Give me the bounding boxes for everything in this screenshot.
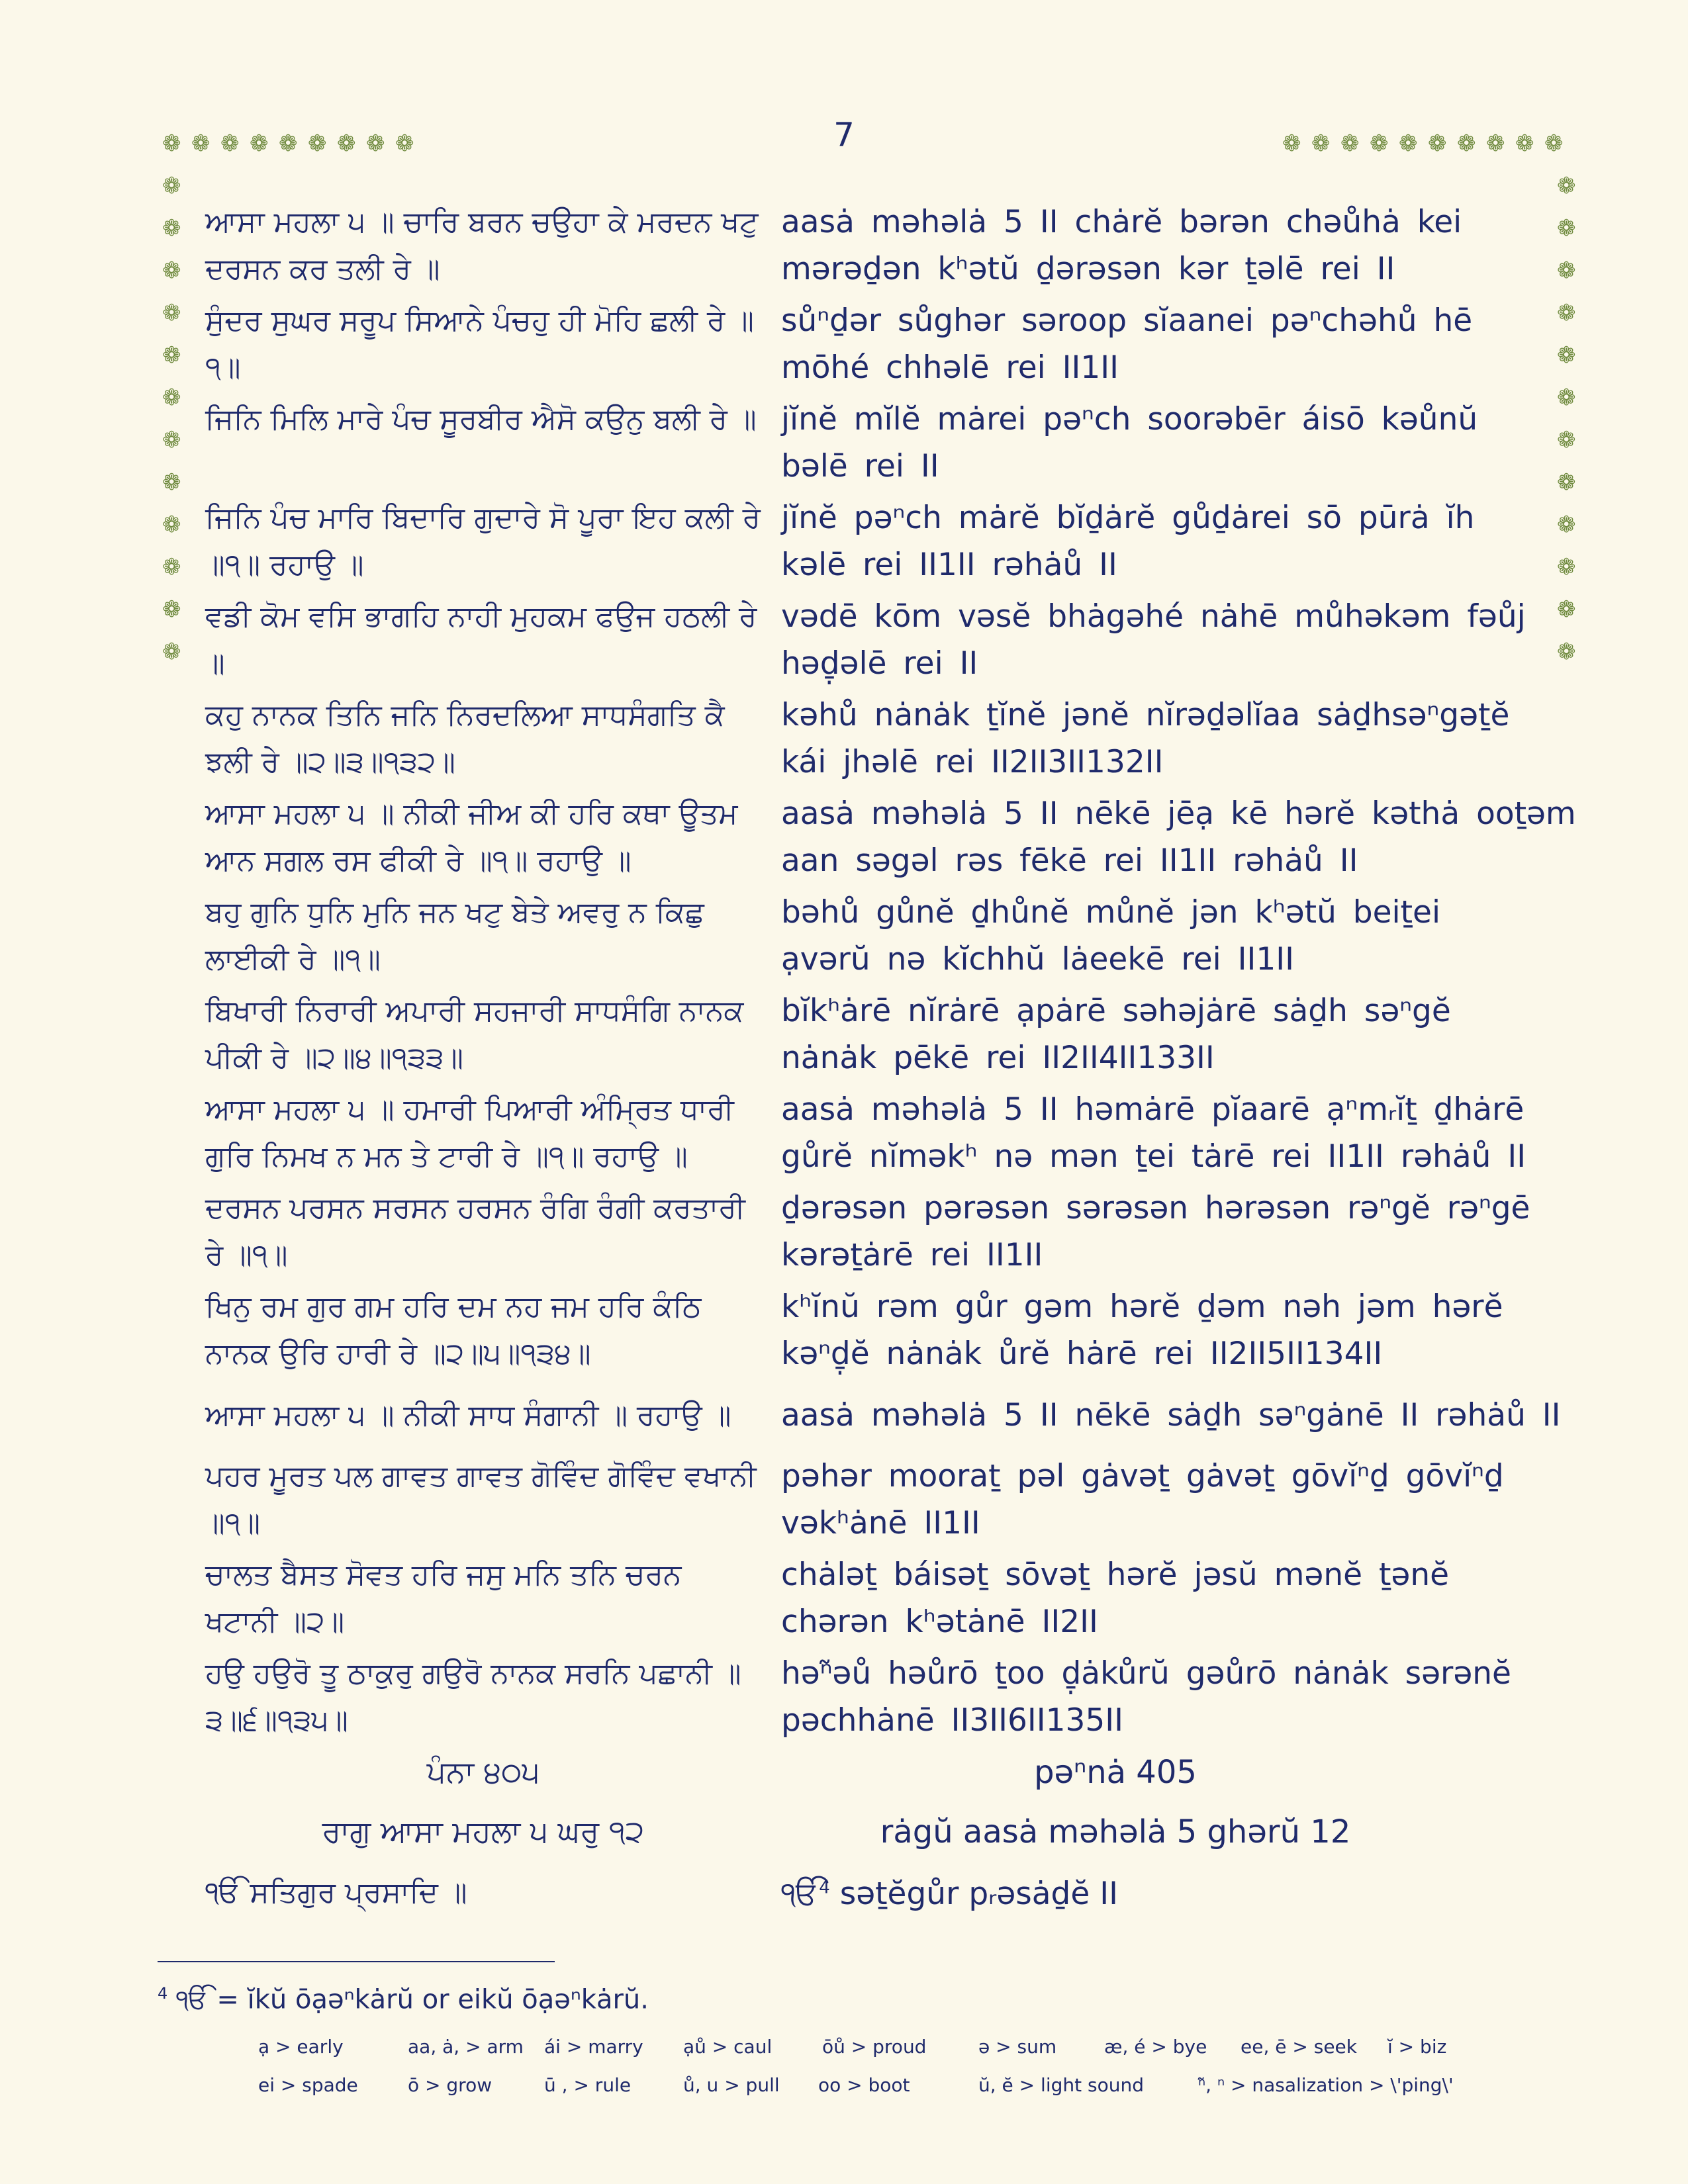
transliteration (781, 396, 1478, 490)
gurmukhi-text: ਜਿਨਿ ਪੰਚ ਮਾਰਿ ਬਿਦਾਰਿ ਗੁਦਾਰੇ ਸੋ ਪੂਰਾ ਇਹ ਕਲੀ ਰੇ ॥੧॥ ਰਹਾਉ ॥ (205, 501, 761, 582)
legend-item: ů, u > pull (683, 2074, 780, 2096)
legend-item: ⁿ̃, ⁿ > nasalization > \'ping\' (1198, 2074, 1454, 2096)
legend-item: æ, é > bye (1104, 2036, 1207, 2058)
flower-ornament-icon: ❁ (1515, 130, 1534, 157)
footnote-divider (158, 1961, 555, 1962)
flower-ornament-icon: ❁ (162, 215, 181, 242)
flower-ornament-icon: ❁ (308, 130, 327, 157)
translit-line: kəhů nȧnȧk ṯĭnĕ jənĕ nĭrəḏəlĭaa sȧḏhsəⁿgəṯĕ (781, 697, 1510, 733)
transliteration (781, 1283, 1503, 1377)
legend-item: aa, ȧ, > arm (408, 2036, 524, 2058)
transliteration (781, 494, 1475, 588)
legend-item: ə > sum (978, 2036, 1057, 2058)
translit-line: kʰĭnŭ rəm gůr gəm hərĕ ḏəm nəh jəm hərĕ (781, 1289, 1503, 1325)
translit-line: chȧləṯ báisəṯ sōvəṯ hərĕ jəsŭ mənĕ ṯənĕ (781, 1557, 1450, 1593)
translit-line: kəlē rei II1II rəhȧů II (781, 547, 1117, 583)
flower-ornament-icon: ❁ (220, 130, 240, 157)
gurmukhi-text: ਆਸਾ ਮਹਲਾ ੫ ॥ ਨੀਕੀ ਜੀਅ ਕੀ ਹਰਿ ਕਥਾ ਊਤਮ ਆਨ ਸਗਲ ਰਸ ਫੀਕੀ ਰੇ ॥੧॥ ਰਹਾਉ ॥ (205, 797, 738, 878)
footnote (158, 1984, 649, 2015)
legend-item: ạ > early (258, 2036, 344, 2058)
flower-ornament-icon: ❁ (1544, 130, 1564, 157)
translit-line: pəhər mooraṯ pəl gȧvəṯ gȧvəṯ gōvĭⁿḏ gōvĭⁿḏ (781, 1458, 1504, 1494)
flower-ornament-icon: ❁ (162, 512, 181, 538)
gurmukhi-text: ਪਹਰ ਮੂਰਤ ਪਲ ਗਾਵਤ ਗਾਵਤ ਗੋਵਿੰਦ ਗੋਵਿੰਦ ਵਖਾਨੀ ॥੧॥ (205, 1459, 757, 1540)
transliteration (781, 1650, 1511, 1744)
translit-line: vəkʰȧnē II1II (781, 1505, 980, 1541)
flower-ornament-icon: ❁ (279, 130, 298, 157)
transliteration (781, 1551, 1450, 1645)
flower-ornament-icon: ❁ (162, 342, 181, 369)
translit-line: pəchhȧnē II3II6II135II (781, 1702, 1124, 1739)
invocation-gurmukhi: ੴ ਸਤਿਗੁਰ ਪ੍ਰਸਾਦਿ ॥ (205, 1876, 467, 1909)
legend-item: ee, ē > seek (1241, 2036, 1357, 2058)
gurmukhi-text: ਬਹੁ ਗੁਨਿ ਧੁਨਿ ਮੁਨਿ ਜਨ ਖਟੁ ਬੇਤੇ ਅਵਰੁ ਨ ਕਿਛੁ ਲਾਈਕੀ ਰੇ ॥੧॥ (205, 895, 704, 976)
flower-ornament-icon: ❁ (1399, 130, 1418, 157)
flower-ornament-icon: ❁ (1557, 215, 1576, 242)
legend-item: ō > grow (408, 2074, 492, 2096)
flower-ornament-icon: ❁ (162, 554, 181, 580)
transliteration (781, 593, 1526, 687)
flower-ornament-icon: ❁ (1557, 385, 1576, 411)
flower-ornament-icon: ❁ (191, 130, 211, 157)
translit-line: sůⁿḏər sůghər səroop sĭaanei pəⁿchəhů hē (781, 302, 1473, 339)
invocation-translit (781, 1876, 1450, 1913)
legend-item: ōů > proud (822, 2036, 927, 2058)
gurmukhi-text: ਹਉ ਹਉਰੋ ਤੂ ਠਾਕੁਰੁ ਗਉਰੋ ਨਾਨਕ ਸਰਨਿ ਪਛਾਨੀ ॥੩॥੬॥੧੩੫॥ (205, 1657, 741, 1737)
flower-ornament-icon: ❁ (1557, 257, 1576, 284)
translit-line: həḏ̣əlē rei II (781, 645, 978, 682)
translit-line: aan səgəl rəs fēkē rei II1II rəhȧů II (781, 842, 1358, 879)
transliteration (781, 199, 1462, 293)
flower-ornament-icon: ❁ (1486, 130, 1505, 157)
transliteration (781, 297, 1473, 391)
flower-ornament-icon: ❁ (162, 257, 181, 284)
gurmukhi-text: ਵਡੀ ਕੋਮ ਵਸਿ ਭਾਗਹਿ ਨਾਹੀ ਮੁਹਕਮ ਫਉਜ ਹਠਲੀ ਰੇ ॥ (205, 600, 757, 680)
gurmukhi-text: ਸੁੰਦਰ ਸੁਘਰ ਸਰੂਪ ਸਿਆਨੇ ਪੰਚਹੁ ਹੀ ਮੋਹਿ ਛਲੀ ਰੇ ॥੧॥ (205, 304, 754, 385)
transliteration (781, 987, 1450, 1081)
flower-ornament-icon: ❁ (162, 173, 181, 199)
translit-line: bəhů gůnĕ ḏhůnĕ můnĕ jən kʰətŭ beiṯei (781, 894, 1441, 931)
transliteration (781, 889, 1450, 983)
translit-line: aasȧ məhəlȧ 5 II həmȧrē pĭaarē ạⁿmᵣĭṯ ḏhȧrē (781, 1091, 1524, 1128)
translit-line: bəlē rei II (781, 448, 939, 484)
translit-line: mōhé chhəlē rei II1II (781, 349, 1119, 386)
invocation-translit-text: səṯĕgůr pᵣəsȧḏĕ II (839, 1876, 1118, 1912)
gurmukhi-text: ਕਹੁ ਨਾਨਕ ਤਿਨਿ ਜਨਿ ਨਿਰਦਲਿਆ ਸਾਧਸੰਗਤਿ ਕੈ ਝਲੀ ਰੇ ॥੨॥੩॥੧੩੨॥ (205, 698, 725, 779)
flower-ornament-icon: ❁ (1557, 173, 1576, 199)
gurmukhi-text: ਆਸਾ ਮਹਲਾ ੫ ॥ ਨੀਕੀ ਸਾਧ ਸੰਗਾਨੀ ॥ ਰਹਾਉ ॥ (205, 1398, 731, 1432)
flower-ornament-icon: ❁ (1557, 554, 1576, 580)
translit-line: kái jhəlē rei II2II3II132II (781, 744, 1164, 780)
legend-item: ạů > caul (683, 2036, 773, 2058)
flower-ornament-icon: ❁ (1457, 130, 1476, 157)
translit-line: kərəṯȧrē rei II1II (781, 1237, 1043, 1273)
flower-ornament-icon: ❁ (250, 130, 269, 157)
flower-ornament-icon: ❁ (1428, 130, 1447, 157)
flower-ornament-icon: ❁ (162, 469, 181, 496)
transliteration (781, 1086, 1526, 1180)
flower-ornament-icon: ❁ (366, 130, 385, 157)
legend-item: ái > marry (544, 2036, 643, 2058)
flower-ornament-icon: ❁ (1370, 130, 1389, 157)
gurmukhi-text: ਆਸਾ ਮਹਲਾ ੫ ॥ ਚਾਰਿ ਬਰਨ ਚਉਹਾ ਕੇ ਮਰਦਨ ਖਟੁ ਦਰਸਨ ਕਰ ਤਲੀ ਰੇ ॥ (205, 205, 759, 286)
flower-ornament-icon: ❁ (1557, 639, 1576, 665)
translit-line: aasȧ məhəlȧ 5 II chȧrĕ bərən chəůhȧ kei (781, 204, 1462, 240)
flower-ornament-icon: ❁ (395, 130, 414, 157)
flower-ornament-icon: ❁ (162, 385, 181, 411)
legend-item: ei > spade (258, 2074, 358, 2096)
flower-ornament-icon: ❁ (1311, 130, 1331, 157)
gurmukhi-text: ਬਿਖਾਰੀ ਨਿਰਾਰੀ ਅਪਾਰੀ ਸਹਜਾਰੀ ਸਾਧਸੰਗਿ ਨਾਨਕ ਪੀਕੀ ਰੇ ॥੨॥੪॥੧੩੩॥ (205, 994, 744, 1075)
transliteration (781, 790, 1576, 884)
flower-ornament-icon: ❁ (162, 596, 181, 623)
gurmukhi-text: ਦਰਸਨ ਪਰਸਨ ਸਰਸਨ ਹਰਸਨ ਰੰਗਿ ਰੰਗੀ ਕਰਤਾਰੀ ਰੇ ॥੧॥ (205, 1191, 745, 1272)
flower-ornament-icon: ❁ (162, 427, 181, 453)
flower-ornament-icon: ❁ (162, 130, 181, 157)
legend-item: ū , > rule (544, 2074, 632, 2096)
page-number: 7 (833, 116, 855, 154)
transliteration (781, 1185, 1530, 1279)
translit-line: aasȧ məhəlȧ 5 II nēkē sȧḏh səⁿgȧnē II rəhȧů II (781, 1397, 1561, 1433)
footnote-marker: 4 (819, 1878, 830, 1898)
raag-translit: rȧgŭ aasȧ məhəlȧ 5 ghərŭ 12 (880, 1813, 1351, 1850)
translit-line: bĭkʰȧrē nĭrȧrē ạpȧrē səhəjȧrē sȧḏh səⁿgĕ (781, 993, 1451, 1029)
translit-line: nȧnȧk pēkē rei II2II4II133II (781, 1040, 1215, 1076)
translit-line: gůrĕ nĭməkʰ nə mən ṯei tȧrē rei II1II rəhȧů II (781, 1138, 1526, 1175)
legend-item: oo > boot (818, 2074, 910, 2096)
transliteration (781, 1453, 1504, 1547)
translit-line: chərən kʰətȧnē II2II (781, 1604, 1098, 1640)
translit-line: ḏərəsən pərəsən sərəsən hərəsən rəⁿgĕ rəⁿgē (781, 1190, 1530, 1226)
panna-translit: pəⁿnȧ 405 (1034, 1754, 1197, 1791)
translit-line: aasȧ məhəlȧ 5 II nēkē jēạ kē hərĕ kəthȧ ooṯəm (781, 796, 1576, 832)
panna-gurmukhi: ਪੰਨਾ ੪੦੫ (426, 1754, 540, 1790)
flower-ornament-icon: ❁ (1557, 300, 1576, 326)
translit-line: vədē kōm vəsĕ bhȧgəhé nȧhē můhəkəm fəůj (781, 598, 1526, 635)
gurmukhi-text: ਆਸਾ ਮਹਲਾ ੫ ॥ ਹਮਾਰੀ ਪਿਆਰੀ ਅੰਮ੍ਰਿਤ ਧਾਰੀ ਗੁਰਿ ਨਿਮਖ ਨ ਮਨ ਤੇ ਟਾਰੀ ਰੇ ॥੧॥ ਰਹਾਉ ॥ (205, 1093, 734, 1173)
raag-gurmukhi: ਰਾਗੁ ਆਸਾ ਮਹਲਾ ੫ ਘਰੁ ੧੨ (322, 1813, 645, 1849)
footnote-number: 4 (158, 1984, 168, 2003)
translit-line: kəⁿḏ̣ĕ nȧnȧk ůrĕ hȧrē rei II2II5II134II (781, 1336, 1383, 1372)
ik-onkar-symbol: ੴ (781, 1876, 820, 1912)
transliteration (781, 692, 1510, 786)
flower-ornament-icon: ❁ (162, 639, 181, 665)
translit-line: jĭnĕ mĭlĕ mȧrei pəⁿch soorəbēr áisō kəůnŭ (781, 401, 1478, 437)
legend-item: ĭ > biz (1387, 2036, 1447, 2058)
flower-ornament-icon: ❁ (1557, 512, 1576, 538)
flower-ornament-icon: ❁ (1557, 469, 1576, 496)
transliteration (781, 1392, 1561, 1439)
translit-line: ạvərŭ nə kĭchhŭ lȧeekē rei II1II (781, 941, 1294, 978)
flower-ornament-icon: ❁ (162, 300, 181, 326)
gurmukhi-text: ਖਿਨੁ ਰਮ ਗੁਰ ਗਮ ਹਰਿ ਦਮ ਨਹ ਜਮ ਹਰਿ ਕੰਠਿ ਨਾਨਕ ਉਰਿ ਹਾਰੀ ਰੇ ॥੨॥੫॥੧੩੪॥ (205, 1290, 702, 1371)
translit-line: həⁿ̃əů həůrō ṯoo ḏ̣ȧkůrŭ gəůrō nȧnȧk sərənĕ (781, 1655, 1511, 1692)
flower-ornament-icon: ❁ (337, 130, 356, 157)
legend-item: ŭ, ĕ > light sound (978, 2074, 1144, 2096)
translit-line: jĭnĕ pəⁿch mȧrĕ bĭḏȧrĕ gůḏȧrei sō pūrȧ ĭh (781, 500, 1475, 536)
footnote-text: ੴ = ĭkŭ ōạəⁿkȧrŭ or eikŭ ōạəⁿkȧrŭ. (176, 1984, 649, 2015)
flower-ornament-icon: ❁ (1557, 342, 1576, 369)
gurmukhi-text: ਚਾਲਤ ਬੈਸਤ ਸੋਵਤ ਹਰਿ ਜਸੁ ਮਨਿ ਤਨਿ ਚਰਨ ਖਟਾਨੀ ॥੨॥ (205, 1558, 682, 1639)
flower-ornament-icon: ❁ (1340, 130, 1360, 157)
translit-line: mərəḏən kʰətŭ ḏərəsən kər ṯəlē rei II (781, 251, 1395, 287)
flower-ornament-icon: ❁ (1282, 130, 1301, 157)
flower-ornament-icon: ❁ (1557, 427, 1576, 453)
flower-ornament-icon: ❁ (1557, 596, 1576, 623)
gurmukhi-text: ਜਿਨਿ ਮਿਲਿ ਮਾਰੇ ਪੰਚ ਸੂਰਬੀਰ ਐਸੋ ਕਉਨੁ ਬਲੀ ਰੇ ॥ (205, 402, 757, 436)
